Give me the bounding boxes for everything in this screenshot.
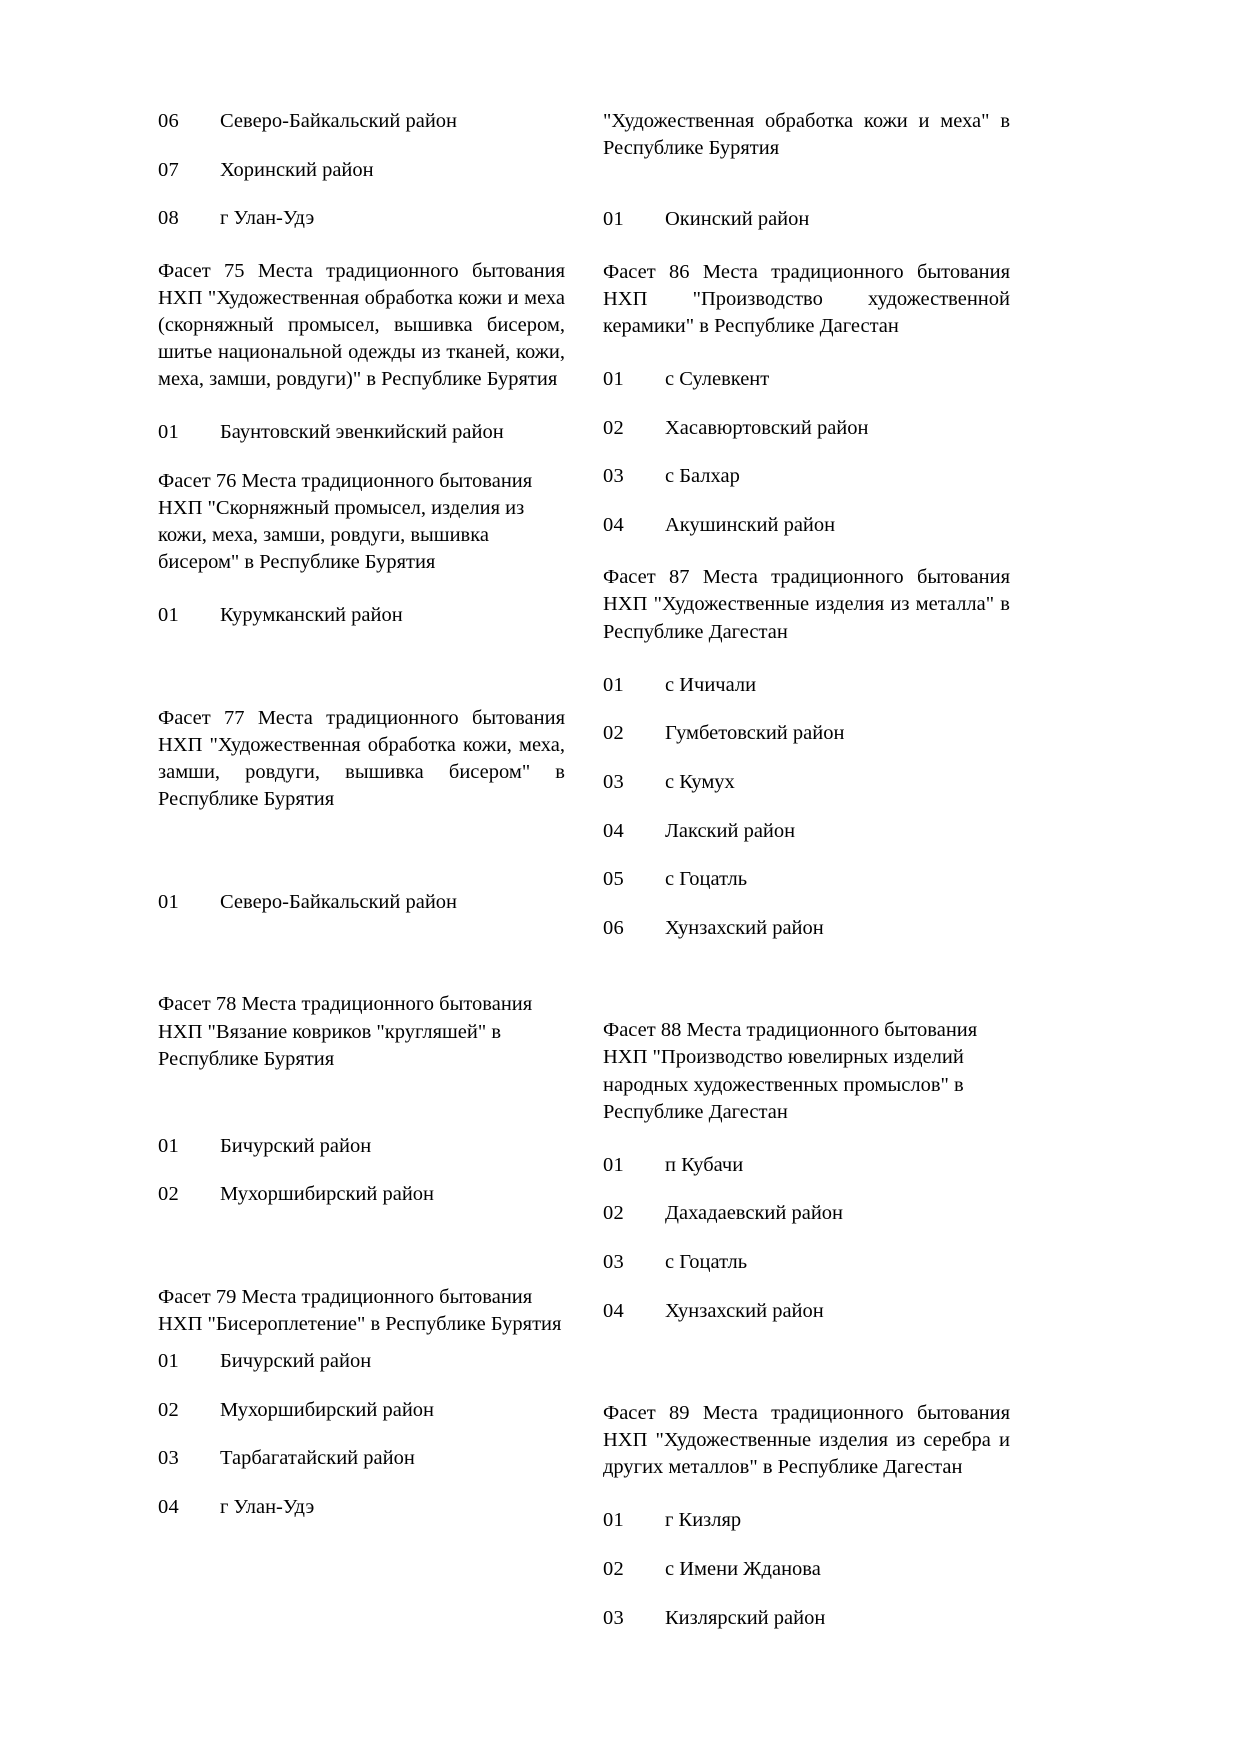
entry-code: 01 xyxy=(158,1349,180,1372)
entry-label: с Гоцатль xyxy=(665,1250,748,1273)
entry-label: Кизлярский район xyxy=(665,1606,826,1629)
list-item xyxy=(158,108,565,135)
entry-code: 06 xyxy=(158,110,180,132)
list-item xyxy=(603,720,1010,747)
entry-code: 01 xyxy=(158,890,180,913)
spacer xyxy=(603,538,1010,564)
spacer xyxy=(603,1276,1010,1298)
entry-code: 01 xyxy=(158,421,180,444)
entry-label: г Улан-Удэ xyxy=(220,207,315,230)
facet-heading-continued: "Художественная обработка кожи и меха" в Республике Бурятия xyxy=(603,110,1010,160)
spacer xyxy=(603,747,1010,769)
spacer xyxy=(603,162,1010,206)
entry-label: Лакский район xyxy=(665,819,796,842)
entry-code: 01 xyxy=(603,208,625,231)
spacer xyxy=(603,646,1010,672)
entry-code: 04 xyxy=(603,513,625,536)
entry-label: с Гоцатль xyxy=(665,868,748,891)
spacer xyxy=(603,893,1010,915)
spacer xyxy=(603,941,1010,1017)
list-item xyxy=(603,769,1010,796)
entry-label: г Улан-Удэ xyxy=(220,1495,315,1518)
entry-label: с Имени Жданова xyxy=(665,1557,821,1580)
entry-code: 01 xyxy=(158,603,180,626)
list-item xyxy=(603,1298,1010,1325)
spacer xyxy=(603,233,1010,259)
list-item xyxy=(603,1605,1010,1632)
entry-label: Баунтовский эвенкийский район xyxy=(220,421,504,444)
spacer xyxy=(158,813,565,889)
spacer xyxy=(158,915,565,991)
spacer xyxy=(603,393,1010,415)
facet-heading-86: Фасет 86 Места традиционного бытования НХП "Производство художественной керамики" в Республике Дагестан xyxy=(603,260,1010,337)
facet-heading-77: Фасет 77 Места традиционного бытования НХП "Художественная обработка кожи, меха, замши, ровдуги, вышивка бисером" в Республике Бурятия xyxy=(158,706,565,810)
list-item xyxy=(158,1494,565,1521)
entry-label: Северо-Байкальский район xyxy=(220,110,458,132)
entry-code: 01 xyxy=(158,1134,180,1157)
entry-label: с Кумух xyxy=(665,770,735,793)
spacer xyxy=(158,1073,565,1133)
entry-label: Бичурский район xyxy=(220,1349,372,1372)
spacer xyxy=(158,446,565,468)
list-item xyxy=(603,1152,1010,1179)
entry-code: 03 xyxy=(158,1447,180,1470)
list-item xyxy=(603,463,1010,490)
entry-label: Бичурский район xyxy=(220,1134,372,1157)
spacer xyxy=(603,844,1010,866)
entry-label: Мухоршибирский район xyxy=(220,1183,435,1206)
entry-code: 04 xyxy=(603,1299,625,1322)
list-item xyxy=(158,1397,565,1424)
spacer xyxy=(603,796,1010,818)
entry-label: Акушинский район xyxy=(665,513,836,536)
entry-code: 03 xyxy=(603,770,625,793)
spacer xyxy=(603,1324,1010,1400)
entry-label: Тарбагатайский район xyxy=(220,1447,415,1470)
entry-code: 01 xyxy=(603,1509,625,1532)
list-item xyxy=(158,419,565,446)
list-item xyxy=(158,1181,565,1208)
facet-heading-78: Фасет 78 Места традиционного бытования НХП "Вязание ковриков "кругляшей" в Республике Бурятия xyxy=(158,993,533,1070)
facet-heading-76: Фасет 76 Места традиционного бытования НХП "Скорняжный промысел, изделия из кожи, меха, замши, ровдуги, вышивка бисером" в Республике Бурятия xyxy=(158,469,533,573)
list-item xyxy=(603,206,1010,233)
list-item xyxy=(603,512,1010,539)
entry-code: 02 xyxy=(158,1183,180,1206)
spacer xyxy=(603,1583,1010,1605)
list-item xyxy=(603,915,1010,942)
entry-label: п Кубачи xyxy=(665,1153,744,1176)
two-column-body xyxy=(158,108,1010,1629)
list-item xyxy=(603,818,1010,845)
entry-label: Хунзахский район xyxy=(665,916,824,939)
entry-code: 02 xyxy=(603,722,625,745)
spacer xyxy=(603,340,1010,366)
list-item xyxy=(158,1133,565,1160)
entry-code: 08 xyxy=(158,207,180,230)
spacer xyxy=(603,441,1010,463)
spacer xyxy=(603,1481,1010,1507)
spacer xyxy=(603,698,1010,720)
spacer xyxy=(603,1126,1010,1152)
spacer xyxy=(158,1423,565,1445)
spacer xyxy=(158,135,565,157)
spacer xyxy=(158,1208,565,1284)
spacer xyxy=(158,183,565,205)
entry-label: Дахадаевский район xyxy=(665,1202,844,1225)
list-item xyxy=(603,366,1010,393)
entry-label: Хунзахский район xyxy=(665,1299,824,1322)
entry-code: 02 xyxy=(603,1202,625,1225)
spacer xyxy=(158,629,565,705)
entry-code: 01 xyxy=(603,1153,625,1176)
entry-code: 04 xyxy=(158,1495,180,1518)
entry-label: Гумбетовский район xyxy=(665,722,845,745)
entry-code: 01 xyxy=(603,367,625,390)
list-item xyxy=(158,1445,565,1472)
spacer xyxy=(158,1375,565,1397)
facet-heading-89: Фасет 89 Места традиционного бытования НХП "Художественные изделия из серебра и других металлов" в Республике Дагестан xyxy=(603,1402,1010,1479)
list-item xyxy=(158,602,565,629)
entry-label: с Ичичали xyxy=(665,673,757,696)
entry-code: 05 xyxy=(603,868,625,891)
entry-label: Северо-Байкальский район xyxy=(220,890,458,913)
entry-code: 06 xyxy=(603,916,625,939)
spacer xyxy=(158,576,565,602)
facet-heading-87: Фасет 87 Места традиционного бытования НХП "Художественные изделия из металла" в Республике Дагестан xyxy=(603,566,1010,643)
list-item xyxy=(158,889,565,916)
spacer xyxy=(603,1534,1010,1556)
list-item xyxy=(158,157,565,184)
list-item xyxy=(603,866,1010,893)
entry-code: 02 xyxy=(603,1557,625,1580)
entry-code: 02 xyxy=(158,1398,180,1421)
entry-code: 01 xyxy=(603,673,625,696)
right-column xyxy=(603,108,1010,1629)
list-item xyxy=(603,1556,1010,1583)
entry-code: 03 xyxy=(603,465,625,488)
spacer xyxy=(603,1178,1010,1200)
spacer xyxy=(158,232,565,258)
list-item xyxy=(158,1348,565,1375)
entry-label: с Балхар xyxy=(665,465,740,488)
entry-code: 03 xyxy=(603,1250,625,1273)
entry-label: Курумканский район xyxy=(220,603,403,626)
list-item xyxy=(603,415,1010,442)
entry-label: Мухоршибирский район xyxy=(220,1398,435,1421)
list-item xyxy=(603,1507,1010,1534)
spacer xyxy=(603,490,1010,512)
list-item xyxy=(603,1249,1010,1276)
facet-heading-88: Фасет 88 Места традиционного бытования НХП "Производство ювелирных изделий народных художественных промыслов" в Республике Дагестан xyxy=(603,1019,978,1123)
left-column xyxy=(158,108,565,1518)
entry-label: Хоринский район xyxy=(220,158,374,181)
entry-label: Хасавюртовский район xyxy=(665,416,869,439)
facet-heading-75: Фасет 75 Места традиционного бытования НХП "Художественная обработка кожи и меха (скорняжный промысел, вышивка бисером, шитье национальной одежды из тканей, кожи, меха, замши, ровдуги)" в Республике Бурятия xyxy=(158,259,565,391)
spacer xyxy=(603,1227,1010,1249)
entry-code: 03 xyxy=(603,1606,625,1629)
entry-label: г Кизляр xyxy=(665,1509,742,1532)
spacer xyxy=(158,1338,565,1348)
entry-label: Окинский район xyxy=(665,208,810,231)
entry-code: 02 xyxy=(603,416,625,439)
list-item xyxy=(158,205,565,232)
entry-label: с Сулевкент xyxy=(665,367,770,390)
entry-code: 04 xyxy=(603,819,625,842)
entry-code: 07 xyxy=(158,158,180,181)
spacer xyxy=(158,1472,565,1494)
list-item xyxy=(603,672,1010,699)
list-item xyxy=(603,1200,1010,1227)
spacer xyxy=(158,1159,565,1181)
facet-heading-79: Фасет 79 Места традиционного бытования НХП "Бисероплетение" в Республике Бурятия xyxy=(158,1285,562,1335)
spacer xyxy=(158,393,565,419)
